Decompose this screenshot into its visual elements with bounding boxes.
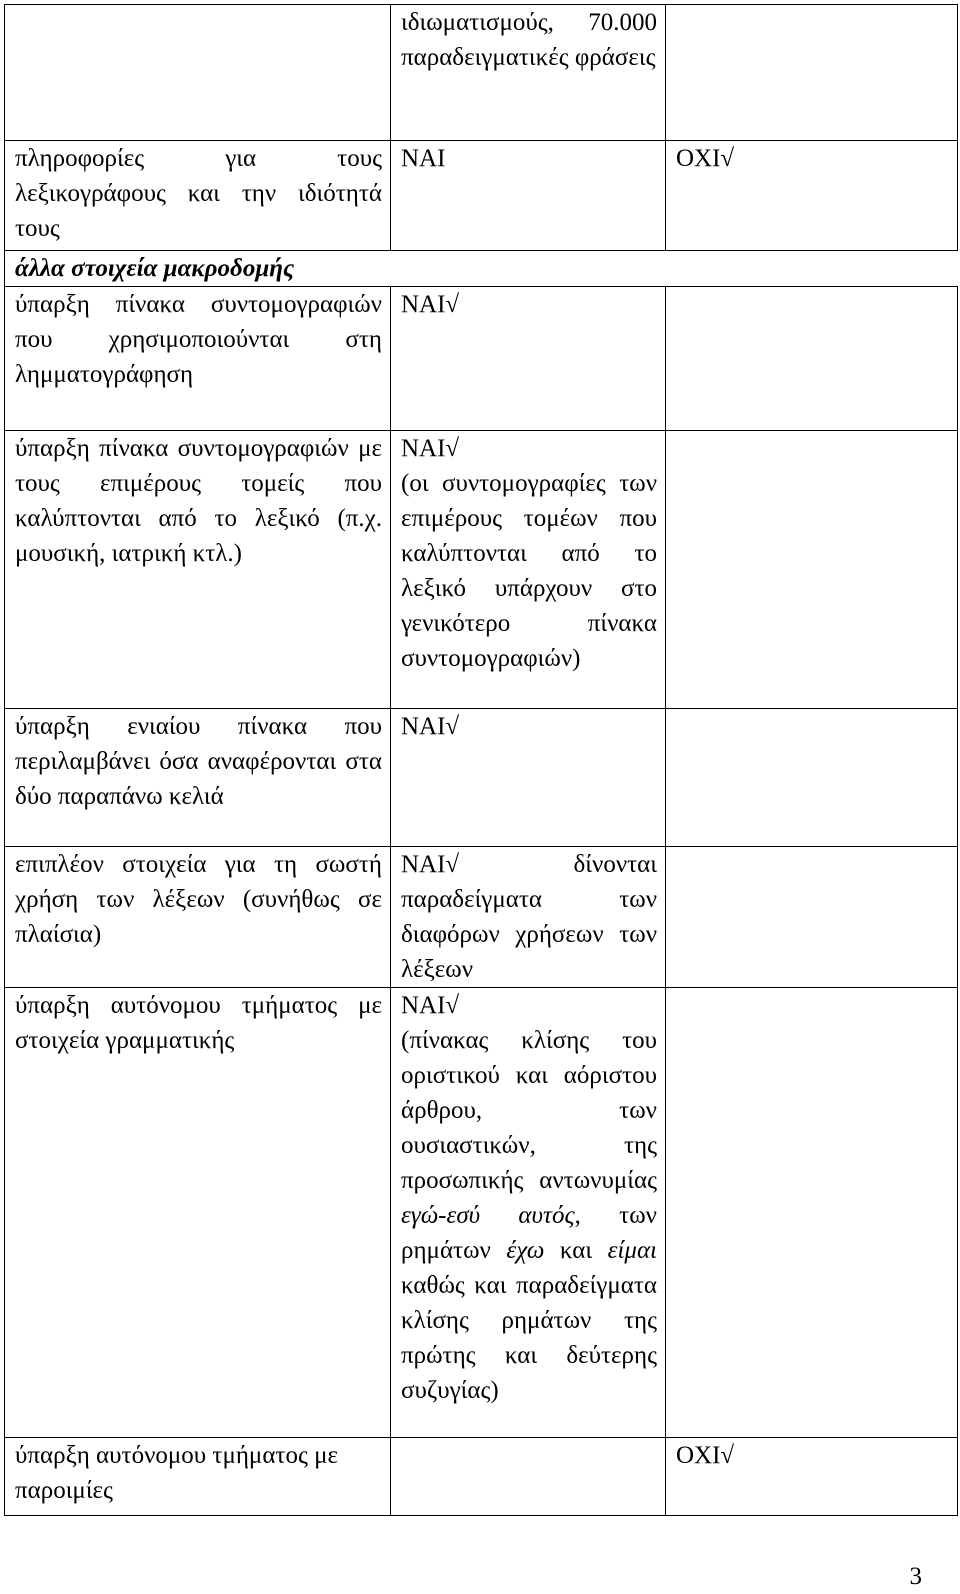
status-cell <box>666 709 958 847</box>
status-cell <box>666 988 958 1438</box>
section-row <box>5 251 958 287</box>
value-cell <box>391 988 666 1438</box>
table-row <box>5 287 958 431</box>
value-cell-note: και <box>544 1237 608 1264</box>
value-cell: ΝΑΙ√ <box>391 709 666 847</box>
features-table <box>4 4 958 1516</box>
status-cell: ΟΧΙ√ <box>666 141 958 251</box>
value-cell-italic: είμαι <box>607 1237 658 1264</box>
section-heading <box>5 251 958 287</box>
value-cell: ΝΑΙ√ δίνονται παραδείγματα των διαφόρων χρήσεων των λέξεων <box>391 847 666 988</box>
value-cell-note: (πίνακας κλίσης του οριστικού και αόριστου άρθρου, των ουσιαστικών, της προσωπικής αντωνυμίας <box>401 1027 657 1194</box>
status-cell <box>666 847 958 988</box>
value-cell-head: ΝΑΙ√ <box>401 992 460 1019</box>
value-cell-note: , των ρημάτων <box>401 1202 657 1264</box>
feature-cell <box>5 5 391 141</box>
status-cell <box>666 287 958 431</box>
table-row <box>5 431 958 709</box>
value-cell: ΝΑΙ <box>391 141 666 251</box>
value-cell <box>391 1438 666 1516</box>
table-row <box>5 709 958 847</box>
table-row <box>5 847 958 988</box>
page-number: 3 <box>909 1563 922 1590</box>
value-cell-note: καθώς και παραδείγματα κλίσης ρημάτων της πρώτης και δεύτερης συζυγίας) <box>401 1272 657 1404</box>
feature-cell: επιπλέον στοιχεία για τη σωστή χρήση των λέξεων (συνήθως σε πλαίσια) <box>5 847 391 988</box>
feature-cell: ύπαρξη πίνακα συντομογραφιών με τους επιμέρους τομείς που καλύπτονται από το λεξικό (π.χ. μουσική, ιατρική κτλ.) <box>5 431 391 709</box>
value-cell: ιδιωματισμούς, 70.000 παραδειγματικές φράσεις <box>391 5 666 141</box>
status-cell: ΟΧΙ√ <box>666 1438 958 1516</box>
feature-cell: ύπαρξη ενιαίου πίνακα που περιλαμβάνει όσα αναφέρονται στα δύο παραπάνω κελιά <box>5 709 391 847</box>
table-row <box>5 5 958 141</box>
feature-cell: ύπαρξη αυτόνομου τμήματος με παροιμίες <box>5 1438 391 1516</box>
value-cell-italic: έχω <box>506 1237 545 1264</box>
value-cell <box>391 431 666 709</box>
value-cell-head: ΝΑΙ√ <box>401 435 460 462</box>
table-row <box>5 988 958 1438</box>
feature-cell: ύπαρξη πίνακα συντομογραφιών που χρησιμοποιούνται στη λημματογράφηση <box>5 287 391 431</box>
status-cell <box>666 5 958 141</box>
table-row <box>5 141 958 251</box>
feature-cell: ύπαρξη αυτόνομου τμήματος με στοιχεία γραμματικής <box>5 988 391 1438</box>
feature-cell: πληροφορίες για τους λεξικογράφους και την ιδιότητά τους <box>5 141 391 251</box>
status-cell <box>666 431 958 709</box>
value-cell-italic: εγώ-εσύ αυτός <box>401 1202 575 1229</box>
table-row <box>5 1438 958 1516</box>
value-cell: ΝΑΙ√ <box>391 287 666 431</box>
value-cell-note: (οι συντομογραφίες των επιμέρους τομέων που καλύπτονται από το λεξικό υπάρχουν στο γενικότερο πίνακα συντομογραφιών) <box>401 470 657 672</box>
section-heading-text: άλλα στοιχεία μακροδομής <box>15 255 295 282</box>
